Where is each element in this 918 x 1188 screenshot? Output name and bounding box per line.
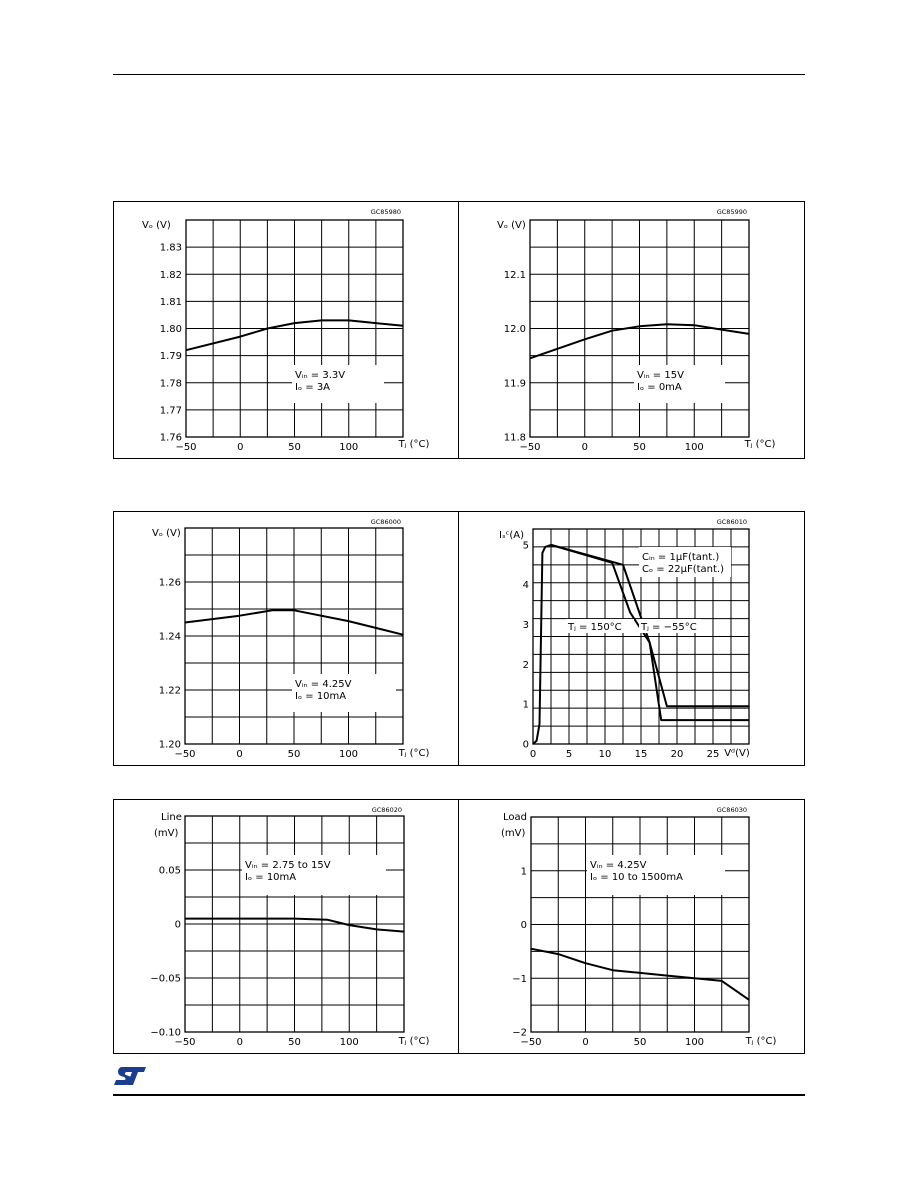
- x-tick-label: 0: [237, 442, 244, 453]
- y-tick-label: 0: [520, 920, 527, 931]
- x-axis-label: Tⱼ (°C): [398, 1036, 430, 1047]
- annotation-text: Iₒ = 10mA: [245, 872, 297, 883]
- y-tick-label: 1.20: [158, 739, 181, 751]
- x-tick-label: 50: [288, 442, 301, 453]
- data-point: [748, 706, 749, 707]
- y-axis-label: Load: [503, 812, 527, 823]
- x-tick-label: 0: [581, 442, 588, 453]
- x-tick-label: 50: [633, 1037, 647, 1048]
- y-tick-label: 1.79: [159, 351, 182, 363]
- annotation-text: Vᵢₙ = 4.25V: [295, 679, 352, 690]
- data-point: [550, 544, 551, 545]
- data-point: [639, 326, 640, 327]
- x-tick-label: 0: [529, 749, 537, 760]
- data-point: [239, 615, 240, 616]
- data-point: [630, 612, 631, 613]
- data-point: [272, 610, 273, 611]
- chart-1: [459, 202, 806, 460]
- panel-chart-2: [113, 511, 459, 766]
- data-point: [558, 953, 559, 954]
- data-point: [539, 723, 540, 724]
- x-tick-label: 10: [598, 749, 612, 760]
- data-point: [402, 325, 403, 326]
- panel-chart-1: [458, 201, 805, 459]
- y-tick-label: 1: [522, 699, 529, 711]
- data-point: [293, 610, 294, 611]
- x-tick-label: −50: [520, 1037, 542, 1048]
- y-axis-label: Vₒ (V): [152, 528, 181, 539]
- data-point: [748, 720, 749, 721]
- data-point: [667, 975, 668, 976]
- y-axis-label: Line: [161, 812, 182, 823]
- x-tick-label: 100: [684, 442, 704, 453]
- y-tick-label: 3: [522, 620, 529, 632]
- data-point: [721, 980, 722, 981]
- y-tick-label: −1: [512, 973, 527, 985]
- data-point: [294, 322, 295, 323]
- figure-code: GC86020: [371, 806, 402, 814]
- panel-chart-4: [113, 799, 459, 1054]
- data-point: [585, 963, 586, 964]
- x-tick-label: 0: [236, 749, 243, 760]
- series-label: Tⱼ = −55°C: [641, 622, 697, 633]
- figure-code: GC85980: [370, 208, 401, 216]
- y-tick-label: 1.81: [159, 296, 182, 308]
- x-tick-label: 50: [633, 442, 646, 453]
- y-tick-label: 1.80: [159, 324, 182, 335]
- data-point: [639, 972, 640, 973]
- data-point: [649, 642, 650, 643]
- x-tick-label: 15: [634, 749, 648, 760]
- data-point: [403, 931, 404, 932]
- y-tick-label: 1: [520, 866, 527, 878]
- top-rule: [113, 74, 805, 75]
- data-point: [375, 322, 376, 323]
- data-point: [748, 333, 749, 334]
- chart-5: [459, 800, 806, 1055]
- y-tick-label: 2: [522, 659, 529, 671]
- y-axis-label: Vₒ (V): [497, 220, 526, 231]
- y-tick-label: −0.10: [150, 1027, 181, 1039]
- figure-code: GC85990: [716, 208, 747, 216]
- panel-chart-5: [458, 799, 805, 1054]
- bottom-rule: [113, 1094, 805, 1096]
- y-tick-label: 11.9: [503, 378, 526, 390]
- x-tick-label: −50: [519, 442, 541, 453]
- annotation-text: Vᵢₙ = 15V: [637, 370, 684, 381]
- x-tick-label: 0: [582, 1037, 589, 1048]
- figure-code: GC86010: [716, 518, 747, 526]
- data-point: [721, 329, 722, 330]
- annotation-text: Vᵢₙ = 3.3V: [295, 370, 346, 381]
- y-tick-label: 0: [522, 739, 529, 751]
- y-tick-label: 12.0: [503, 324, 526, 335]
- x-tick-label: 50: [287, 749, 301, 760]
- y-tick-label: 4: [522, 580, 529, 592]
- annotation-text: Cₒ = 22μF(tant.): [642, 564, 724, 575]
- y-tick-label: −2: [512, 1027, 527, 1039]
- annotation-text: Iₒ = 0mA: [637, 382, 682, 393]
- data-point: [348, 320, 349, 321]
- annotation-text: Vᵢₙ = 2.75 to 15V: [245, 860, 331, 871]
- x-tick-label: −50: [174, 1037, 196, 1048]
- data-point: [185, 350, 186, 351]
- y-axis-unit: (mV): [154, 828, 179, 839]
- y-tick-label: 1.82: [159, 269, 182, 281]
- x-axis-label: Tⱼ (°C): [398, 439, 430, 450]
- data-point: [748, 999, 749, 1000]
- data-point: [530, 948, 531, 949]
- data-point: [349, 924, 350, 925]
- y-axis-label: Vₒ (V): [142, 220, 171, 231]
- y-tick-label: 0.05: [158, 865, 181, 877]
- data-point: [184, 918, 185, 919]
- data-point: [327, 919, 328, 920]
- x-tick-label: 100: [339, 1037, 359, 1048]
- data-point: [532, 743, 533, 744]
- data-point: [545, 546, 546, 547]
- x-tick-label: 50: [288, 1037, 301, 1048]
- x-tick-label: 20: [670, 749, 684, 760]
- data-point: [184, 622, 185, 623]
- x-axis-label: Tⱼ (°C): [398, 748, 430, 759]
- annotation-text: Iₒ = 10mA: [295, 691, 347, 702]
- x-tick-label: 25: [706, 749, 720, 760]
- y-tick-label: 1.24: [158, 631, 181, 643]
- annotation-text: Vᵢₙ = 4.25V: [590, 860, 647, 871]
- x-tick-label: 0: [236, 1037, 243, 1048]
- figure-code: GC86030: [716, 806, 747, 814]
- data-point: [694, 325, 695, 326]
- y-tick-label: 1.26: [158, 577, 181, 589]
- y-tick-label: 1.77: [159, 405, 182, 417]
- data-point: [666, 706, 667, 707]
- data-point: [612, 330, 613, 331]
- data-point: [240, 336, 241, 337]
- x-tick-label: −50: [174, 749, 196, 760]
- chart-4: [114, 800, 460, 1055]
- y-axis-label: Iₛᶜ(A): [499, 530, 525, 541]
- x-tick-label: 5: [565, 749, 573, 760]
- y-tick-label: 1.83: [159, 242, 182, 254]
- data-point: [661, 720, 662, 721]
- data-point: [584, 339, 585, 340]
- data-point: [536, 740, 537, 741]
- data-point: [694, 978, 695, 979]
- x-axis-label: Vᵈ(V): [724, 748, 750, 759]
- chart-2: [114, 512, 460, 767]
- y-tick-label: 1.22: [158, 685, 181, 697]
- y-tick-label: 1.76: [159, 432, 182, 444]
- data-point: [402, 634, 403, 635]
- data-point: [666, 324, 667, 325]
- series-label: Tⱼ = 150°C: [568, 622, 622, 633]
- y-tick-label: 11.8: [503, 432, 526, 444]
- data-point: [321, 320, 322, 321]
- chart-3: [459, 512, 806, 767]
- data-point: [622, 564, 623, 565]
- panel-chart-3: [458, 511, 805, 766]
- x-tick-label: 100: [339, 442, 359, 453]
- data-point: [239, 918, 240, 919]
- data-point: [294, 918, 295, 919]
- y-tick-label: 5: [522, 540, 529, 552]
- x-axis-label: Tⱼ (°C): [745, 1036, 777, 1047]
- annotation-text: Iₒ = 3A: [295, 382, 331, 393]
- x-axis-label: Tⱼ (°C): [744, 439, 776, 450]
- data-point: [376, 929, 377, 930]
- data-point: [267, 328, 268, 329]
- x-tick-label: 100: [684, 1037, 705, 1048]
- data-point: [542, 552, 543, 553]
- x-tick-label: −50: [175, 442, 197, 453]
- chart-0: [114, 202, 460, 460]
- panel-chart-0: [113, 201, 459, 459]
- y-tick-label: 12.1: [503, 269, 526, 281]
- st-logo: [113, 1065, 147, 1087]
- x-tick-label: 100: [338, 749, 359, 760]
- data-point: [348, 621, 349, 622]
- annotation-text: Cᵢₙ = 1μF(tant.): [642, 552, 720, 563]
- figure-code: GC86000: [370, 518, 401, 526]
- annotation-text: Iₒ = 10 to 1500mA: [590, 872, 683, 883]
- data-point: [529, 358, 530, 359]
- y-tick-label: 0: [174, 919, 181, 931]
- y-tick-label: −0.05: [150, 973, 181, 985]
- y-tick-label: 1.78: [159, 378, 182, 390]
- y-axis-unit: (mV): [501, 828, 526, 839]
- data-point: [612, 970, 613, 971]
